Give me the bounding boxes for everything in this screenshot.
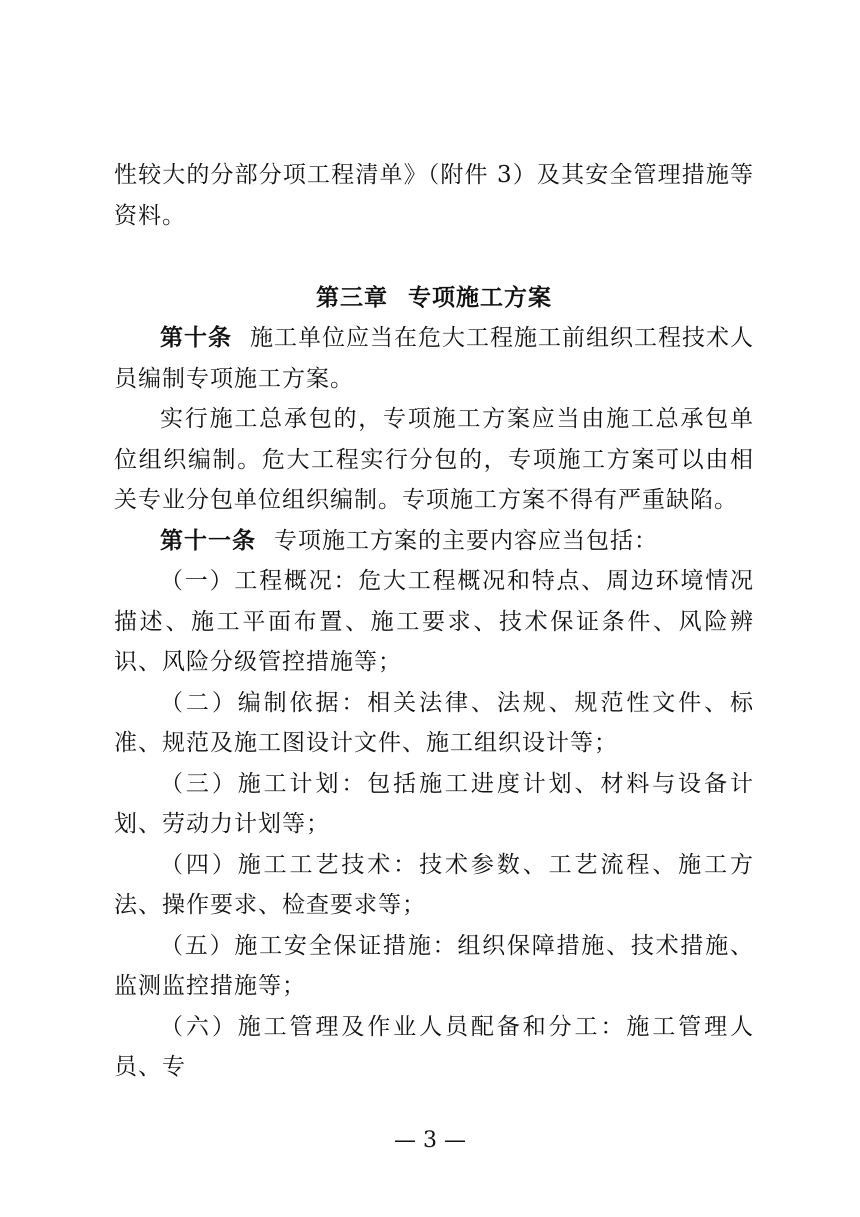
list-item-6: （六）施工管理及作业人员配备和分工：施工管理人员、专 bbox=[114, 1013, 754, 1080]
body-block bbox=[114, 318, 754, 1088]
continuation-paragraph: 性较大的分部分项工程清单》（附件 3）及其安全管理措施等资料。 bbox=[114, 162, 754, 229]
list-item-3: （三）施工计划：包括施工进度计划、材料与设备计划、劳动力计划等； bbox=[114, 770, 754, 837]
article-10-lead: 第十条 bbox=[160, 325, 232, 351]
chapter-title: 专项施工方案 bbox=[408, 285, 552, 311]
article-10-paragraph bbox=[114, 318, 754, 399]
list-item-4: （四）施工工艺技术：技术参数、工艺流程、施工方法、操作要求、检查要求等； bbox=[114, 851, 754, 918]
list-item-5: （五）施工安全保证措施：组织保障措施、技术措施、监测监控措施等； bbox=[114, 932, 754, 999]
article-10-subtext: 实行施工总承包的，专项施工方案应当由施工总承包单位组织编制。危大工程实行分包的，专项施工方案可以由相关专业分包单位组织编制。专项施工方案不得有严重缺陷。 bbox=[114, 406, 754, 513]
article-11-lead: 第十一条 bbox=[160, 527, 256, 554]
page-number: — 3 — bbox=[394, 1128, 466, 1153]
article-10-subparagraph bbox=[114, 399, 754, 521]
article-11-text: 专项施工方案的主要内容应当包括： bbox=[274, 527, 658, 554]
list-item-1: （一）工程概况：危大工程概况和特点、周边环境情况描述、施工平面布置、施工要求、技术保证条件、风险辨识、风险分级管控措施等； bbox=[114, 568, 754, 675]
chapter-heading bbox=[114, 278, 754, 318]
continuation-block bbox=[114, 155, 754, 236]
list-item-2: （二）编制依据：相关法律、法规、规范性文件、标准、规范及施工图设计文件、施工组织设计等； bbox=[114, 689, 754, 756]
article-11-paragraph bbox=[114, 521, 754, 562]
chapter-number: 第三章 bbox=[316, 285, 388, 311]
article-10-text: 施工单位应当在危大工程施工前组织工程技术人员编制专项施工方案。 bbox=[114, 325, 754, 392]
